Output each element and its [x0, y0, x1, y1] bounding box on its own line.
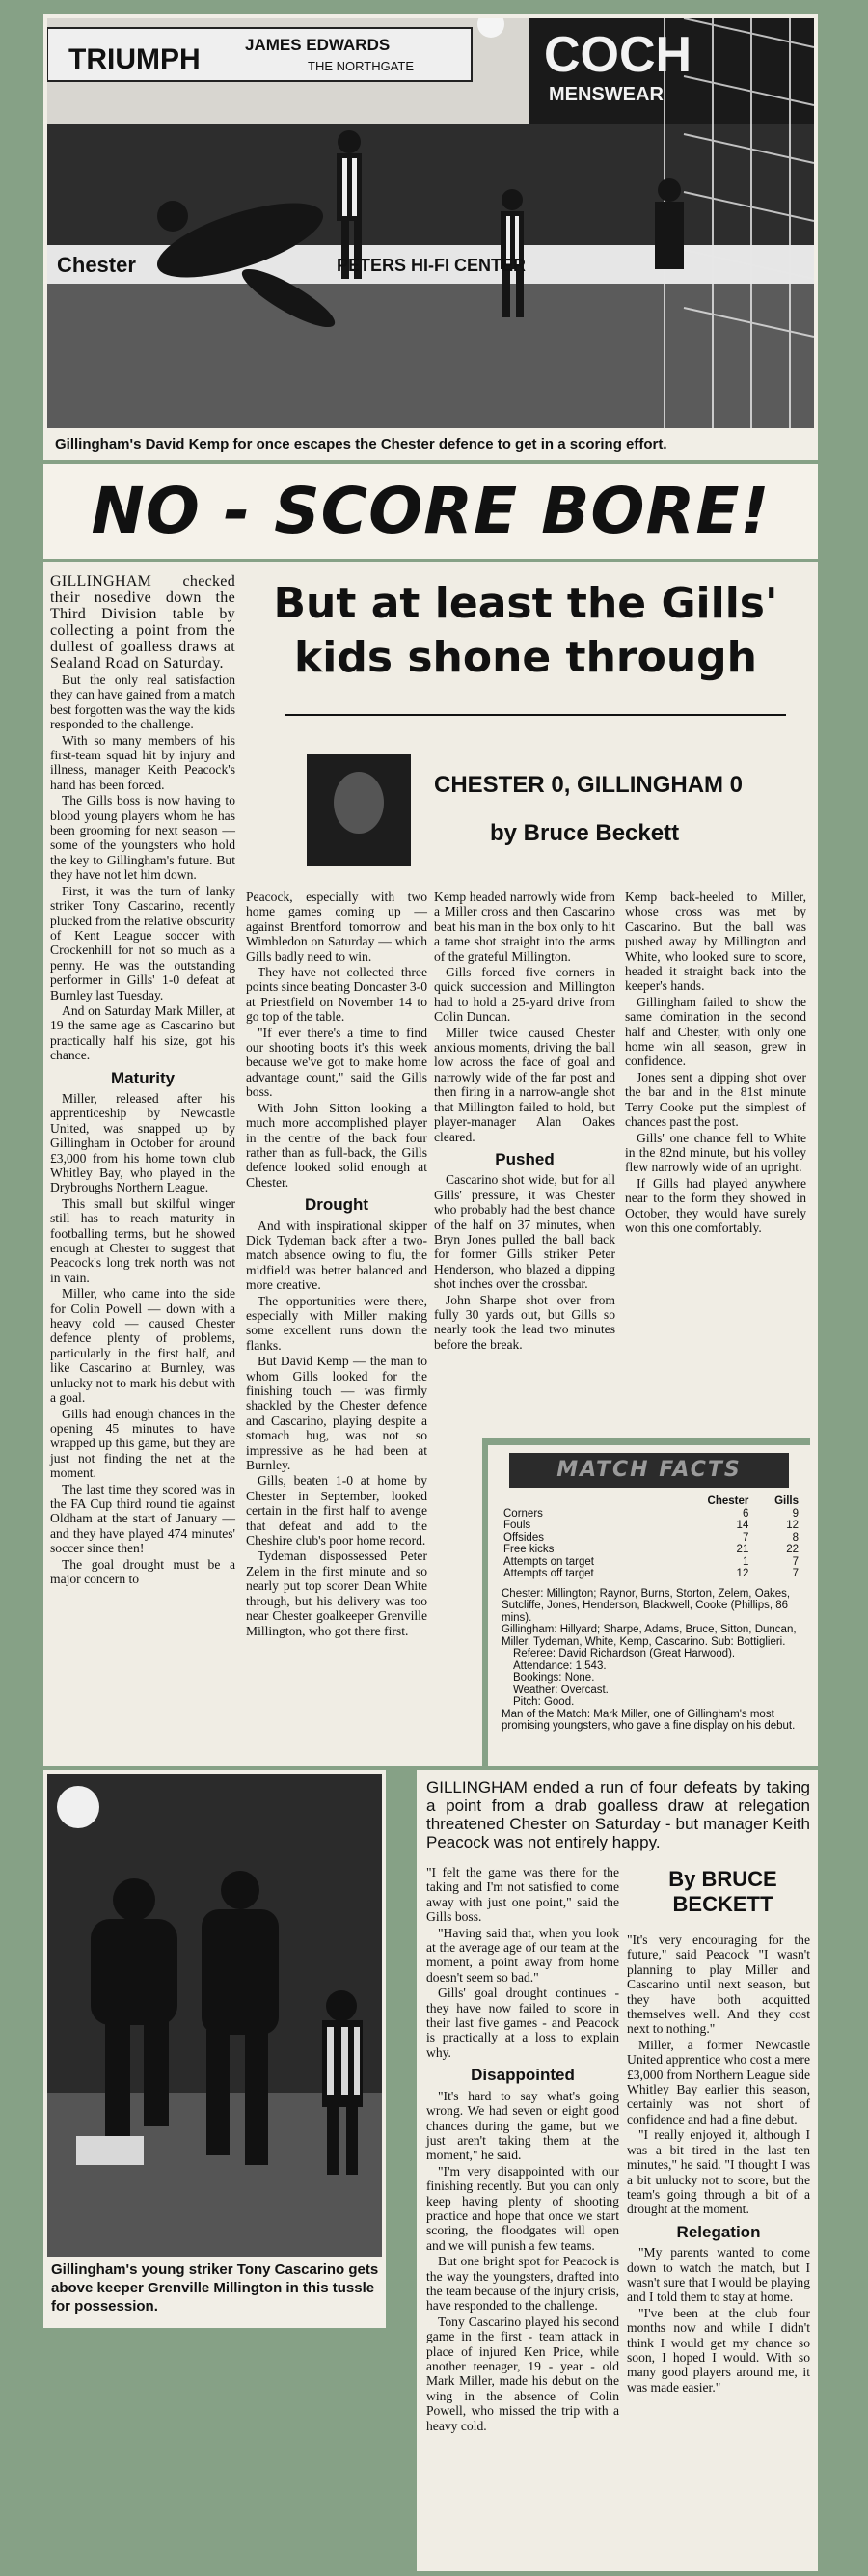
- table-row: [502, 1544, 800, 1556]
- second-byline: [658, 1867, 788, 1917]
- table-row: [502, 1556, 800, 1569]
- match-photo-kemp: [47, 18, 814, 428]
- article-col2b-p4: Gills, beaten 1-0 at home by Chester in September, looked certain in the first half to avenge that defeat and add to the Cheshire club's poor home record.: [246, 1473, 427, 1548]
- table-row: [502, 1568, 800, 1580]
- second-col1-p1: "I felt the game was there for the taking and I'm not satisfied to come away with just one point," said the Gills boss.: [426, 1865, 619, 1925]
- subhead-disappointed: Disappointed: [471, 2066, 575, 2085]
- hoarding-james-edwards: JAMES EDWARDS: [245, 36, 391, 54]
- article-col3-p2: Gills forced five corners in quick succession and Millington had to hold a 25-yard drive from Colin Duncan.: [434, 965, 615, 1025]
- hoarding-triumph: TRIUMPH: [68, 43, 201, 75]
- stat-gills: 22: [786, 1544, 799, 1555]
- stat-label: Fouls: [503, 1520, 531, 1531]
- bookings: Bookings: None.: [513, 1672, 595, 1684]
- second-col1b-p3: But one bright spot for Peacock is the way the youngsters, drafted into the team because of the injury crisis, have responded to the challenge.: [426, 2254, 619, 2314]
- article-col2b-p5: Tydeman dispossessed Peter Zelem in the first minute and so nearly put top scorer Dean White through, but his delivery was too near Chester goalkeeper Grenville Millington, who got there first.: [246, 1548, 427, 1638]
- article-col2-p4: With John Sitton looking a much more accomplished player in the centre of the back four rather than as full-back, the Gills defence looked solid enough at Chester.: [246, 1100, 427, 1190]
- stat-gills: 8: [792, 1531, 799, 1544]
- subhead-maturity: Maturity: [110, 1068, 176, 1087]
- second-col1b-p4: Tony Cascarino played his second game in the first - team attack in place of injured Ken Price, while another teenager, 19 - year - old Mark Miller, made his debut on the wing in the absence of Colin Powell, who missed the trip with a heavy cold.: [426, 2314, 619, 2433]
- stat-label: Attempts off target: [503, 1568, 594, 1579]
- article-col3-p1: Kemp headed narrowly wide from a Miller cross and then Cascarino beat his man in the box only to hit a tame shot straight into the arms of the grateful Millington.: [434, 890, 615, 964]
- match-facts-stats: [502, 1495, 800, 1733]
- match-facts-title: MATCH FACTS: [509, 1453, 789, 1488]
- article-col4: [625, 890, 806, 1236]
- stat-chester: 14: [736, 1520, 749, 1531]
- photo1-caption: Gillingham's David Kemp for once escapes the Chester defence to get in a scoring effort.: [55, 436, 667, 452]
- photo-clipping-bottom: [43, 1770, 386, 2328]
- article-col2-p2: They have not collected three points since beating Doncaster 3-0 at Priestfield on November 14 to go top of the table.: [246, 965, 427, 1025]
- headline-banner: [43, 464, 818, 559]
- second-col2: [627, 1932, 810, 2396]
- article-col3b-p2: John Sharpe shot over from fully 30 yards out, but Gills so nearly took the lead two minutes before the break.: [434, 1292, 615, 1352]
- second-col2-p3: "I really enjoyed it, although I was a bit tired in the last ten minutes," he said. "I thought I was a bit unlucky not to score, but the team's going through a bit of a drought at the moment.: [627, 2127, 810, 2217]
- chester-team: Chester: Millington; Raynor, Burns, Storton, Zelem, Oakes, Sutcliffe, Jones, Henderson, Blackwell, Cooke (Phillips, 86 mins).: [502, 1587, 791, 1624]
- article-col2-p3: "If ever there's a time to find our shooting boots it's this week because we've got to make home advantage count," said the Gills boss.: [246, 1025, 427, 1100]
- weather: Weather: Overcast.: [513, 1684, 609, 1696]
- attendance: Attendance: 1,543.: [513, 1659, 607, 1672]
- article-col2b-p1: And with inspirational skipper Dick Tydeman back after a two-match absence owing to flu, the midfield was better balanced and more creative.: [246, 1218, 427, 1293]
- second-col1-p3: Gills' goal drought continues - they have now failed to score in their last five games - and Peacock is practically at a loss to explain why.: [426, 1986, 619, 2060]
- subhead-drought: Drought: [304, 1195, 369, 1215]
- pitch: Pitch: Good.: [513, 1696, 575, 1708]
- referee: Referee: David Richardson (Great Harwood).: [513, 1648, 736, 1659]
- gills-team: Gillingham: Hillyard; Sharpe, Adams, Bruce, Sitton, Duncan, Miller, Tydeman, White, Kemp, Cascarino. Sub: Bottiglieri.: [502, 1624, 797, 1648]
- article-col2-p1: Peacock, especially with two home games coming up — against Brentford tomorrow and Wimbledon on Saturday — which Gills badly need to win.: [246, 890, 427, 964]
- article-col3: [434, 890, 615, 1353]
- article-col2b-p3: But David Kemp — the man to whom Gills looked for the finishing touch — was firmly shackled by the Chester defence and Cascarino, playing despite a stomach bug, was not so impressive as he had been at Burnley.: [246, 1354, 427, 1473]
- hoarding-chester: Chester: [57, 253, 136, 277]
- hoarding-northgate: THE NORTHGATE: [308, 59, 415, 73]
- subhead-pushed: Pushed: [495, 1149, 555, 1168]
- second-col1: [426, 1865, 619, 2434]
- head-chester: Chester: [707, 1495, 749, 1507]
- article-col4-p1: Kemp back-heeled to Miller, whose cross was met by Cascarino. But the ball was pushed away by Millington and White, who looked sure to score, headed it straight back into the keeper's hands.: [625, 890, 806, 994]
- article-col3-p3: Miller twice caused Chester anxious moments, driving the ball low across the face of goal and narrowly wide of the far post and then firing in a narrow-angle shot that Millington failed to hold, but player-manager Alan Oakes cleared.: [434, 1025, 615, 1144]
- sub-headline-line2: kids shone through: [293, 633, 757, 682]
- stat-chester: 6: [742, 1507, 749, 1520]
- table-row: [502, 1508, 800, 1521]
- head-gills: Gills: [774, 1495, 799, 1507]
- stat-chester: 21: [736, 1544, 749, 1555]
- sub-headline-rule: [285, 714, 786, 716]
- article-col1: [50, 573, 235, 1587]
- stat-gills: 7: [792, 1568, 799, 1579]
- article-col3b-p1: Cascarino shot wide, but for all Gills' pressure, it was Chester who probably had the best chance of the half on 37 minutes, when Bryn Jones pulled the ball back for former Gills striker Peter Henderson, who blazed a dipping shot inches over the crossbar.: [434, 1172, 615, 1292]
- article-col2: [246, 890, 427, 1639]
- sub-headline-line1: But at least the Gills': [273, 579, 778, 628]
- match-photo-cascarino-drawing: [47, 1774, 382, 2257]
- match-facts-head-row: [502, 1495, 800, 1508]
- stat-gills: 12: [786, 1520, 799, 1531]
- second-byline-line1: By BRUCE: [668, 1867, 777, 1891]
- scoreline-box: [307, 753, 810, 870]
- subhead-relegation: Relegation: [676, 2222, 761, 2241]
- sub-headline: [241, 577, 810, 685]
- article-col1-p2: But the only real satisfaction they can have gained from a match best forgotten was the way the kids responded to the challenge.: [50, 672, 235, 732]
- hoarding-peters-hifi: PETERS HI-FI CENTER: [337, 256, 527, 275]
- second-col1-p2: "Having said that, when you look at the average age of our team at the moment, a point away from home doesn't seem so bad.": [426, 1925, 619, 1985]
- second-article: [417, 1770, 818, 2571]
- match-photo-cascarino: [47, 1774, 382, 2257]
- article-col4-p4: Gills' one chance fell to White in the 82nd minute, but his volley flew narrowly wide of an upright.: [625, 1130, 806, 1175]
- article-col4-p2: Gillingham failed to show the same domination in the second half and Chester, with only one home win all season, grew in confidence.: [625, 994, 806, 1069]
- stat-chester: 12: [736, 1568, 749, 1579]
- article-col1b-p4: Gills had enough chances in the opening 45 minutes to have wrapped up this game, but they are just not finding the net at the moment.: [50, 1406, 235, 1481]
- stat-label: Corners: [503, 1507, 543, 1520]
- reporter-thumbnail: [307, 754, 411, 866]
- main-headline: NO - SCORE BORE!: [91, 474, 771, 548]
- table-row: [502, 1532, 800, 1545]
- match-photo-kemp-drawing: [47, 18, 814, 428]
- second-col2-p1: "It's very encouraging for the future," said Peacock "I wasn't planning to play Miller and Cascarino until next season, but they have both acquitted themselves well. And they cost next to nothing.": [627, 1932, 810, 2037]
- article-col2b-p2: The opportunities were there, especially with Miller making some excellent runs down the flanks.: [246, 1293, 427, 1353]
- photo2-caption: Gillingham's young striker Tony Cascarino gets above keeper Grenville Millington in this tussle for possession.: [51, 2261, 379, 2315]
- article-col1b-p6: The goal drought must be a major concern to: [50, 1556, 235, 1586]
- article-col4-p3: Jones sent a dipping shot over the bar and in the 81st minute Terry Cooke put the simplest of chances past the post.: [625, 1069, 806, 1130]
- second-col1b-p1: "It's hard to say what's going wrong. We had seven or eight good chances during the game, but we just aren't taking them at the moment," he said.: [426, 2088, 619, 2163]
- article-col1-p3: With so many members of his first-team squad hit by injury and illness, manager Keith Peacock's hand has been forced.: [50, 732, 235, 792]
- second-intro: GILLINGHAM ended a run of four defeats by taking a point from a drab goalless draw at relegation threatened Chester on Saturday - but manager Keith Peacock was not entirely happy.: [426, 1778, 810, 1851]
- article-col1b-p3: Miller, who came into the side for Colin Powell — down with a heavy cold — caused Chester defence plenty of problems, particularly in the first half, and like Cascarino at Burnley, was unlucky not to mark his debut with a goal.: [50, 1286, 235, 1406]
- stat-chester: 7: [742, 1531, 749, 1544]
- second-byline-line2: BECKETT: [672, 1892, 773, 1916]
- second-col2b-p1: "My parents wanted to come down to watch the match, but I wasn't sure that I would be playing and I told them to stay at home.: [627, 2245, 810, 2305]
- article-col1-p4: The Gills boss is now having to blood young players whom he has been grooming for next season — some of the youngsters who hold the key to Gillingham's future. But they have not let him down.: [50, 793, 235, 883]
- table-row: [502, 1520, 800, 1532]
- article-col1-p5: First, it was the turn of lanky striker Tony Cascarino, recently plucked from the relative obscurity of Kent League soccer with Crockenhill for not so much as a penny. He was the outstanding performer in Gills' 1-0 defeat at Burnley last Tuesday.: [50, 883, 235, 1002]
- article-col1b-p2: This small but skilful winger still has to reach maturity in footballing terms, but he showed enough at Chester to suggest that Peacock's long trek north was not in vain.: [50, 1195, 235, 1285]
- second-col1b-p2: "I'm very disappointed with our finishing recently. But you can only keep having plenty of shooting practice and hope that once we start scoring, the floodgates will open and we will punish a few teams.: [426, 2163, 619, 2253]
- scoreline: CHESTER 0, GILLINGHAM 0: [434, 772, 744, 798]
- match-facts-box: [482, 1438, 810, 1766]
- hoarding-menswear: MENSWEAR: [549, 84, 664, 105]
- second-col2b-p2: "I've been at the club four months now and while I didn't think I would get my chance so soon, I hoped I would. With so many good players around me, it was made easier.": [627, 2305, 810, 2395]
- stat-chester: 1: [742, 1555, 749, 1568]
- article-col1-p6: And on Saturday Mark Miller, at 19 the same age as Cascarino but practically half his size, got his chance.: [50, 1002, 235, 1063]
- byline: by Bruce Beckett: [490, 820, 680, 846]
- article-col1b-p1: Miller, released after his apprenticeship by Newcastle United, was snapped up by Gillingham in October for around £3,000 from his home town club Whitley Bay, who played in the Drybroughs Northern League.: [50, 1090, 235, 1195]
- article-col1b-p5: The last time they scored was in the FA Cup third round tie against Oldham at the start of January — and they have played 474 minutes' soccer since then!: [50, 1481, 235, 1556]
- stat-label: Free kicks: [503, 1544, 555, 1555]
- match-facts-table: [502, 1495, 800, 1580]
- hoarding-coch: COCH: [544, 27, 692, 83]
- stat-label: Offsides: [503, 1531, 544, 1544]
- stat-label: Attempts on target: [503, 1555, 594, 1568]
- article-col4-p5: If Gills had played anywhere near to the form they showed in October, they would have surely won this one comfortably.: [625, 1175, 806, 1235]
- article-col1-p1: GILLINGHAM checked their nosedive down the Third Division table by collecting a point from the dullest of goalless draws at Sealand Road on Saturday.: [50, 573, 235, 671]
- man-of-the-match: Man of the Match: Mark Miller, one of Gillingham's most promising youngsters, who gave a fine display on his debut.: [502, 1708, 796, 1732]
- stat-gills: 9: [792, 1507, 799, 1520]
- stat-gills: 7: [792, 1555, 799, 1568]
- photo-clipping-top: [43, 14, 818, 460]
- second-col2-p2: Miller, a former Newcastle United apprentice who cost a mere £3,000 from Northern League side Whitley Bay earlier this season, certainly was not short of confidence and had a fine debut.: [627, 2037, 810, 2126]
